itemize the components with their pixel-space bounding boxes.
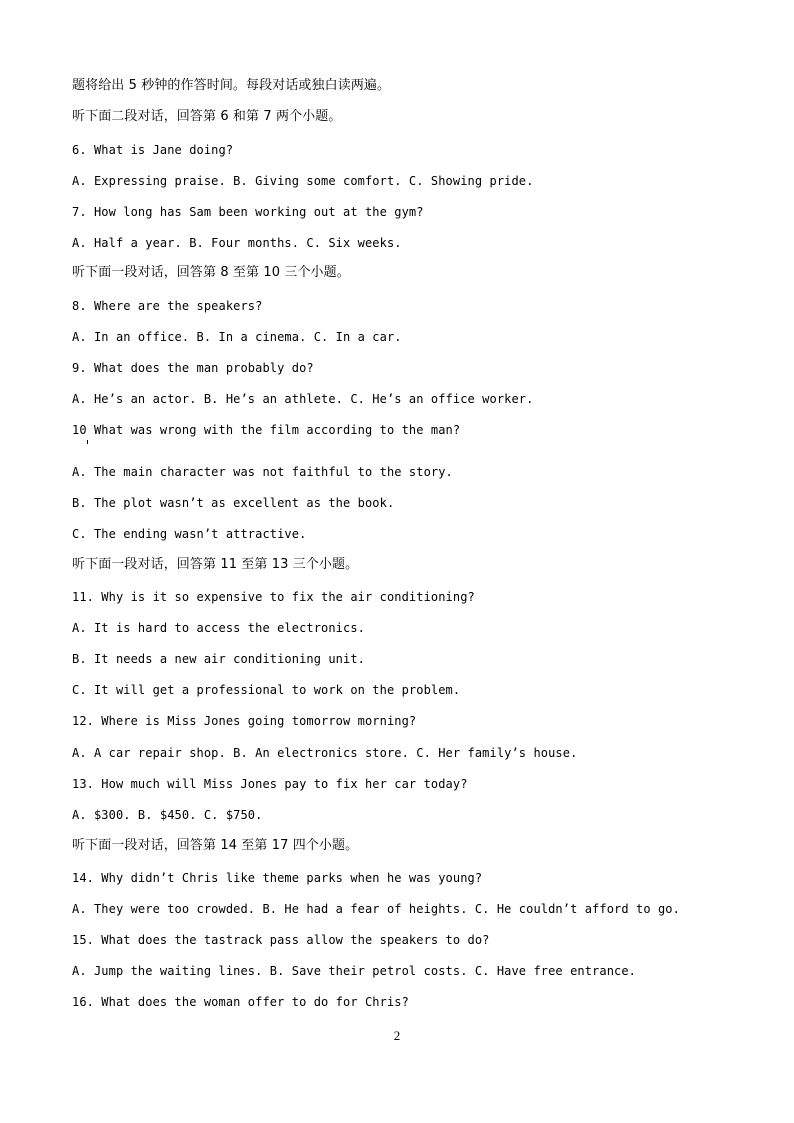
question-12: 12. Where is Miss Jones going tomorrow morning? <box>72 714 417 728</box>
question-6: 6. What is Jane doing? <box>72 143 234 157</box>
stray-mark <box>87 440 88 444</box>
question-15: 15. What does the tastrack pass allow the speakers to do? <box>72 933 490 947</box>
answer-option-11c: C. It will get a professional to work on the problem. <box>72 683 461 697</box>
answer-options-7: A. Half a year. B. Four months. C. Six weeks. <box>72 236 402 250</box>
question-9: 9. What does the man probably do? <box>72 361 314 375</box>
answer-options-12: A. A car repair shop. B. An electronics store. C. Her family’s house. <box>72 746 578 760</box>
answer-option-10b: B. The plot wasn’t as excellent as the book. <box>72 496 395 510</box>
question-11: 11. Why is it so expensive to fix the air conditioning? <box>72 590 475 604</box>
section-heading: 听下面一段对话，回答第 8 至第 10 三个小题。 <box>72 265 350 280</box>
question-16: 16. What does the woman offer to do for Chris? <box>72 995 409 1009</box>
question-7: 7. How long has Sam been working out at the gym? <box>72 205 424 219</box>
answer-option-10c: C. The ending wasn’t attractive. <box>72 527 307 541</box>
section-heading: 听下面一段对话，回答第 14 至第 17 四个小题。 <box>72 838 359 853</box>
answer-option-10a: A. The main character was not faithful to the story. <box>72 465 453 479</box>
answer-options-14: A. They were too crowded. B. He had a fear of heights. C. He couldn’t afford to go. <box>72 902 680 916</box>
question-10: 10 What was wrong with the film according to the man? <box>72 423 461 437</box>
answer-options-6: A. Expressing praise. B. Giving some comfort. C. Showing pride. <box>72 174 534 188</box>
section-heading: 听下面一段对话，回答第 11 至第 13 三个小题。 <box>72 557 359 572</box>
answer-options-8: A. In an office. B. In a cinema. C. In a car. <box>72 330 402 344</box>
question-8: 8. Where are the speakers? <box>72 299 263 313</box>
question-13: 13. How much will Miss Jones pay to fix her car today? <box>72 777 468 791</box>
answer-option-11a: A. It is hard to access the electronics. <box>72 621 365 635</box>
question-14: 14. Why didn’t Chris like theme parks when he was young? <box>72 871 483 885</box>
answer-options-13: A. $300. B. $450. C. $750. <box>72 808 263 822</box>
section-heading: 听下面二段对话，回答第 6 和第 7 两个小题。 <box>72 109 342 124</box>
answer-option-11b: B. It needs a new air conditioning unit. <box>72 652 365 666</box>
answer-options-9: A. He’s an actor. B. He’s an athlete. C. He’s an office worker. <box>72 392 534 406</box>
instruction-line: 题将给出 5 秒钟的作答时间。每段对话或独白读两遍。 <box>72 78 391 93</box>
answer-options-15: A. Jump the waiting lines. B. Save their petrol costs. C. Have free entrance. <box>72 964 636 978</box>
page-number: 2 <box>393 1028 401 1043</box>
